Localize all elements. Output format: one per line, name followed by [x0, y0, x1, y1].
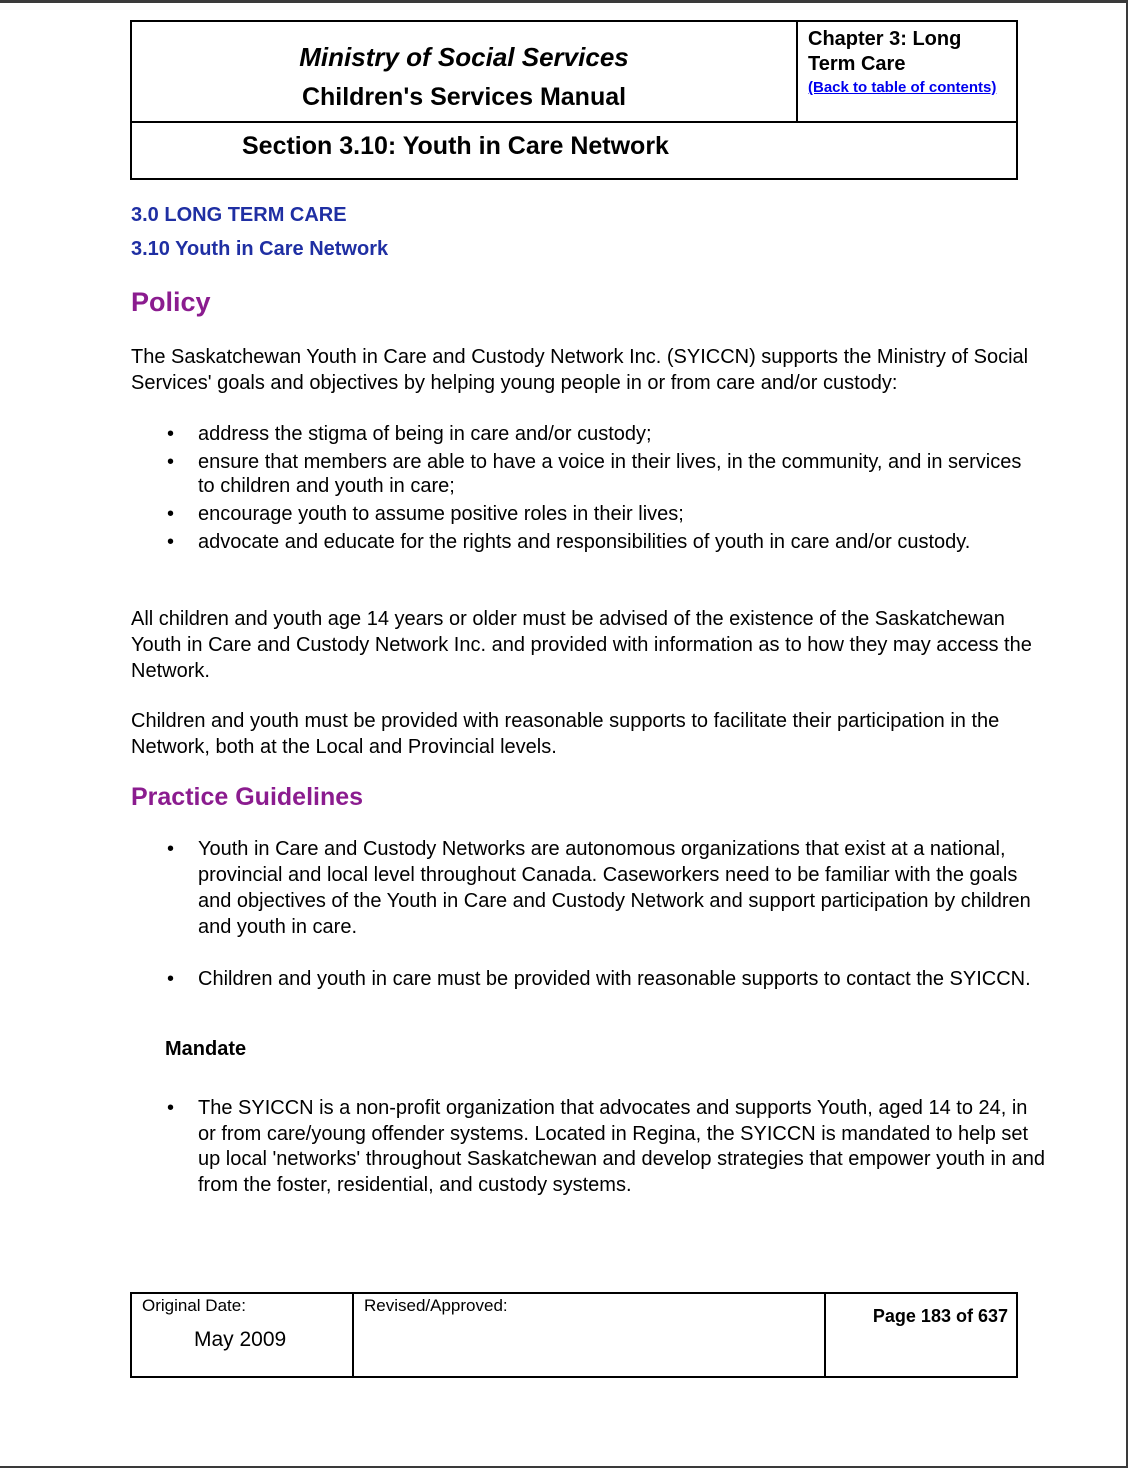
header-chapter-cell — [798, 22, 1018, 122]
policy-heading: Policy — [131, 287, 211, 317]
back-to-contents-link[interactable]: (Back to table of contents) — [808, 79, 997, 96]
original-date-label: Original Date: — [142, 1296, 246, 1315]
bullet-icon: • — [167, 451, 175, 473]
section-title: Section 3.10: Youth in Care Network — [242, 132, 669, 160]
bullet-icon: • — [167, 838, 175, 860]
list-item: • encourage youth to assume positive roles in their lives; — [167, 503, 684, 525]
list-item: • ensure that members are able to have a voice in their lives, in the community, and in services to children and youth in care; — [167, 451, 1022, 497]
policy-paragraph-supports: Children and youth must be provided with reasonable supports to facilitate their participation in the Network, both at the Local and Provincial levels. — [131, 710, 1000, 758]
page-number-cell — [826, 1294, 1016, 1376]
policy-bullet-list — [131, 422, 1041, 558]
original-date-value: May 2009 — [194, 1328, 287, 1351]
practice-bullet-list — [131, 836, 1041, 944]
header-table — [130, 20, 1018, 180]
practice-guidelines-heading: Practice Guidelines — [131, 783, 364, 811]
list-item: • The SYICCN is a non-profit organization that advocates and supports Youth, aged 14 to 24, in or from care/young offender systems. Located in Regina, the SYICCN is mandated to help set up local 'networks' throughout Saskatchewan and develop strategies that empower youth in and from the foster, residential, and custody systems. — [167, 1097, 1046, 1196]
footer-table — [130, 1292, 1018, 1378]
bullet-icon: • — [167, 1097, 175, 1119]
list-item: • Children and youth in care must be provided with reasonable supports to contact the SYICCN. — [167, 968, 1031, 990]
policy-intro: The Saskatchewan Youth in Care and Custody Network Inc. (SYICCN) supports the Ministry of Social Services' goals and objectives by helping young people in or from care and/or custody: — [131, 346, 1029, 394]
revised-label: Revised/Approved: — [364, 1296, 508, 1315]
ministry-title: Ministry of Social Services — [299, 42, 629, 72]
bullet-icon: • — [167, 503, 175, 525]
list-item: • address the stigma of being in care and/or custody; — [167, 423, 652, 445]
bullet-icon: • — [167, 968, 175, 990]
manual-title: Children's Services Manual — [301, 83, 627, 111]
header-divider — [132, 121, 1016, 123]
chapter-label: Chapter 3: Long Term Care — [808, 28, 962, 75]
bullet-icon: • — [167, 423, 175, 445]
mandate-bullet-list — [131, 1096, 1046, 1202]
list-item: • advocate and educate for the rights and responsibilities of youth in care and/or custody. — [167, 531, 971, 553]
revised-cell — [354, 1294, 826, 1376]
policy-paragraph-age: All children and youth age 14 years or older must be advised of the existence of the Saskatchewan Youth in Care and Custody Network Inc. and provided with information as to how they may access the Network. — [131, 608, 1032, 682]
bullet-icon: • — [167, 531, 175, 553]
original-date-cell — [132, 1294, 354, 1376]
chapter-heading: 3.0 LONG TERM CARE — [131, 204, 347, 226]
header-title-cell — [132, 22, 798, 122]
mandate-heading: Mandate — [165, 1038, 247, 1060]
list-item: • Youth in Care and Custody Networks are autonomous organizations that exist at a national, provincial and local level throughout Canada. Caseworkers need to be familiar with the goals and objectives of the Youth in Care and Custody Network and support participation by children and youth in care. — [167, 838, 1031, 938]
practice-bullet-list-2 — [131, 966, 1041, 996]
page-number: Page 183 of 637 — [872, 1306, 1008, 1326]
section-heading: 3.10 Youth in Care Network — [131, 238, 389, 260]
